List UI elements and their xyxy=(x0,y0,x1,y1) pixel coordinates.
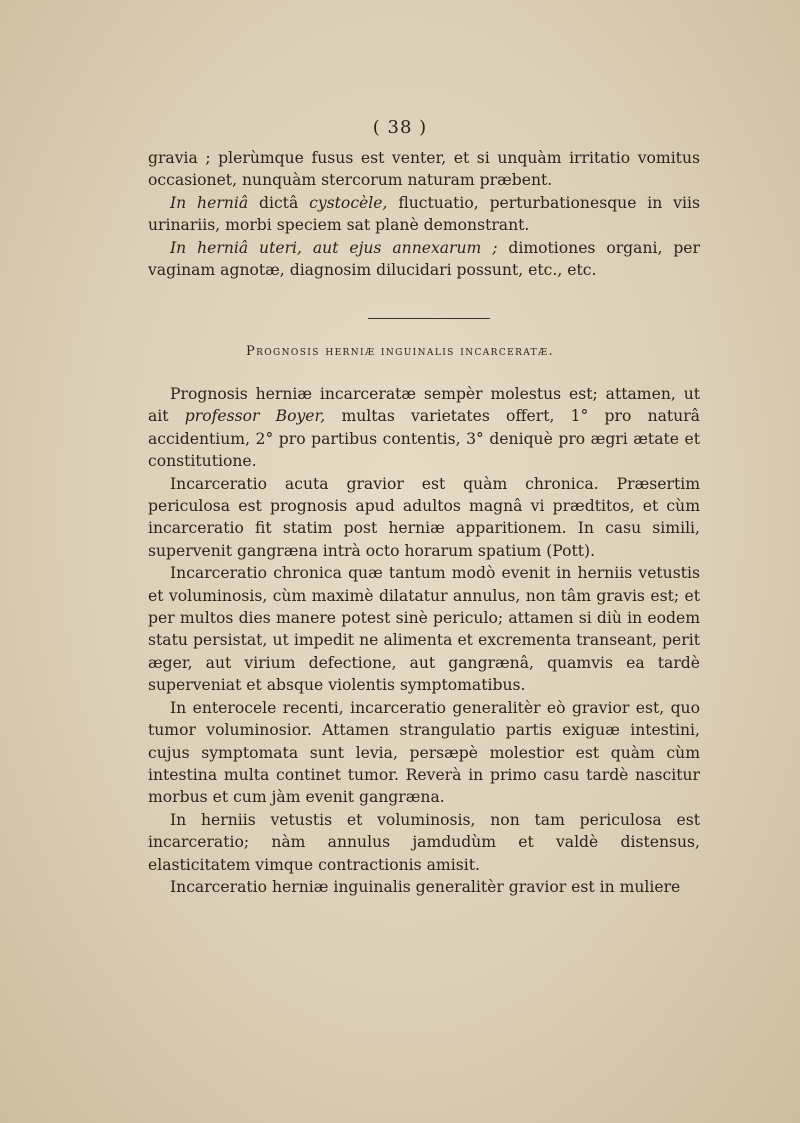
text-run: Prognosis herniæ incarceratæ sempèr molestus est; attamen, ut ait xyxy=(148,385,700,426)
paragraph: Incarceratio acuta gravior est quàm chronica. Præsertim periculosa est prognosis apud adultos magnâ vi prædtitos, et cùm incarceratio fit statim post herniæ apparitionem. In casu simili, supervenit gangræna intrà octo horarum spatium (Pott). xyxy=(148,474,700,560)
text-run: fluctuatio, perturbationesque in viis urinariis, morbi speciem sat planè demonstrant. xyxy=(148,193,700,235)
paragraph: In herniis vetustis et voluminosis, non tam periculosa est incarceratio; nàm annulus jamdudùm et valdè distensus, elasticitatem vimque contractionis amisit. xyxy=(148,810,700,874)
italic-phrase: In herniâ xyxy=(170,193,249,212)
paragraph xyxy=(148,383,700,473)
section-heading: Prognosis herniæ inguinalis incarceratæ. xyxy=(245,344,555,359)
paragraph xyxy=(148,237,700,282)
page-number: ( 38 ) xyxy=(372,117,428,138)
paragraph: Incarceratio herniæ inguinalis generalitèr gravior est in muliere xyxy=(170,877,681,896)
italic-term: cystocèle, xyxy=(309,193,388,212)
paragraph xyxy=(148,192,700,237)
text-run: dictâ xyxy=(258,193,299,212)
paragraph: gravia ; plerùmque fusus est venter, et si unquàm irritatio vomitus occasionet, nunquàm stercorum naturam præbent. xyxy=(148,149,700,190)
italic-phrase: In herniâ uteri, aut ejus annexarum ; xyxy=(170,238,498,257)
paragraph: In enterocele recenti, incarceratio generalitèr eò gravior est, quo tumor voluminosior. Attamen strangulatio partis exiguæ intestini, cujus symptomata sunt levia, persæpè molestior est quàm cùm intestina multa continet tumor. Reverà in primo casu tardè nascitur morbus et cum jàm evenit gangræna. xyxy=(148,698,700,807)
text-block-prognosis xyxy=(148,383,700,898)
section-divider xyxy=(368,318,490,319)
paragraph: Incarceratio chronica quæ tantum modò evenit in herniis vetustis et voluminosis, cùm maximè dilatatur annulus, non tâm gravis est; et per multos dies manere potest sinè periculo; attamen si diù in eodem statu persistat, ut impedit ne alimenta et excrementa transeant, perit æger, aut virium defectione, aut gangrænâ, quamvis ea tardè superveniat et absque violentis symptomatibus. xyxy=(148,564,700,695)
text-run: dimotiones organi, per vaginam agnotæ, diagnosim dilucidari possunt, etc., etc. xyxy=(148,238,700,280)
text-block-diagnosis xyxy=(148,147,700,281)
text-run: multas varietates offert, 1° pro naturâ accidentium, 2° pro partibus contentis, 3° deniquè pro ægri ætate et constitutione. xyxy=(148,407,700,471)
italic-author: professor Boyer, xyxy=(184,407,326,426)
